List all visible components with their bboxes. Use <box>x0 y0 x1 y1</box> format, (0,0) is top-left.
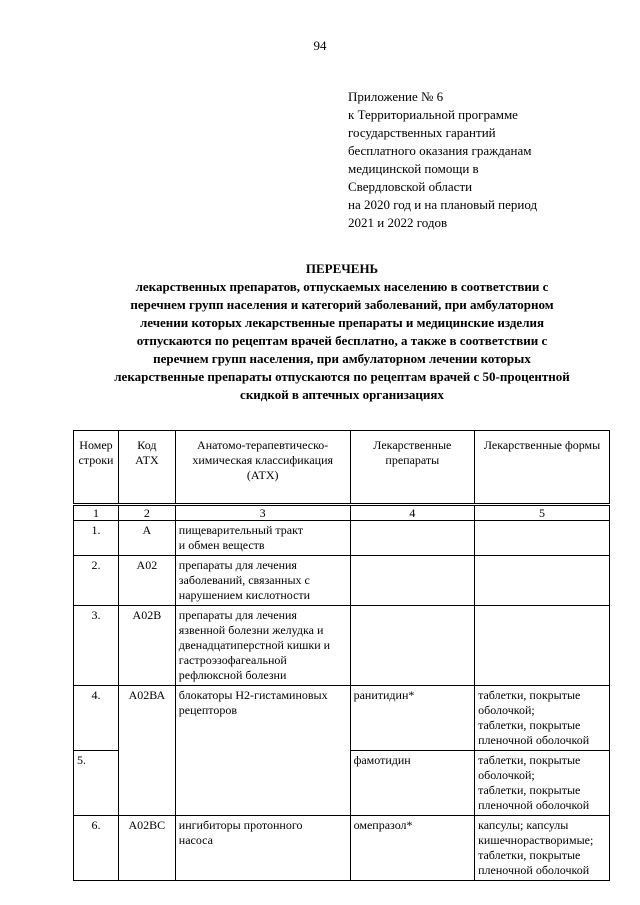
drug-name <box>350 606 475 686</box>
row-number: 2. <box>74 556 119 606</box>
drug-name: ранитидин* <box>350 686 475 751</box>
header-text: Анатомо-терапевтическо- <box>197 438 329 452</box>
appendix-line: 2021 и 2022 годов <box>348 215 448 230</box>
table-row <box>74 686 610 751</box>
header-text: Лекарственные <box>373 438 452 452</box>
page-number: 94 <box>313 38 327 53</box>
cell-line: рефлюксной болезни <box>178 668 287 682</box>
atx-code: А <box>118 521 175 556</box>
column-number: 2 <box>118 505 175 521</box>
cell-line: таблетки, покрытые <box>478 783 581 797</box>
column-number: 3 <box>175 505 350 521</box>
dosage-form <box>475 521 610 556</box>
row-number: 3. <box>74 606 119 686</box>
table-row <box>74 556 610 606</box>
header-text: препараты <box>385 453 440 467</box>
appendix-header <box>348 88 608 232</box>
atx-classification <box>175 606 350 686</box>
header-dosage-forms <box>475 431 610 505</box>
atx-code: А02 <box>118 556 175 606</box>
cell-line: заболеваний, связанных с <box>178 573 310 587</box>
table-row <box>74 816 610 881</box>
title-line: скидкой в аптечных организациях <box>240 387 444 402</box>
cell-line: таблетки, покрытые <box>478 718 581 732</box>
header-text: строки <box>78 453 114 467</box>
cell-line: язвенной болезни желудка и <box>178 623 324 637</box>
title-line: перечнем групп населения и категорий заболеваний, при амбулаторном <box>130 297 554 312</box>
appendix-line: Свердловской области <box>348 179 473 194</box>
table-row <box>74 521 610 556</box>
table-header-row <box>74 431 610 505</box>
cell-line: препараты для лечения <box>178 608 297 622</box>
document-title <box>60 260 624 404</box>
header-atx-code <box>118 431 175 505</box>
column-number: 5 <box>475 505 610 521</box>
appendix-line: к Территориальной программе <box>348 107 518 122</box>
header-text: химическая классификация <box>192 453 334 467</box>
header-text: Номер <box>79 438 113 452</box>
title-line: лекарственных препаратов, отпускаемых населению в соответствии с <box>135 279 549 294</box>
header-drugs <box>350 431 475 505</box>
cell-line: оболочкой; <box>478 768 535 782</box>
column-number-row <box>74 505 610 521</box>
cell-line: двенадцатиперстной кишки и <box>178 638 331 652</box>
header-text: Код <box>137 438 157 452</box>
header-text: Лекарственные формы <box>483 438 601 452</box>
cell-line: кишечнорастворимые; <box>478 833 594 847</box>
title-line: перечнем групп населения, при амбулаторном лечении которых <box>153 351 531 366</box>
row-number: 6. <box>74 816 119 881</box>
atx-classification <box>175 521 350 556</box>
cell-line: таблетки, покрытые <box>478 753 581 767</box>
cell-line: капсулы; капсулы <box>478 818 569 832</box>
column-number: 4 <box>350 505 475 521</box>
appendix-line: на 2020 год и на плановый период <box>348 197 538 212</box>
appendix-line: бесплатного оказания гражданам <box>348 143 532 158</box>
title-heading: ПЕРЕЧЕНЬ <box>305 261 379 276</box>
header-row-number <box>74 431 119 505</box>
column-number: 1 <box>74 505 119 521</box>
cell-line: пленочной оболочкой <box>478 733 590 747</box>
row-number: 1. <box>74 521 119 556</box>
title-line: лечении которых лекарственные препараты и медицинские изделия <box>139 315 545 330</box>
appendix-line: Приложение № 6 <box>348 89 444 104</box>
cell-line: таблетки, покрытые <box>478 848 581 862</box>
cell-line: пленочной оболочкой <box>478 863 590 877</box>
drug-name <box>350 556 475 606</box>
row-number: 4. <box>74 686 119 751</box>
atx-code: А02ВА <box>118 686 175 816</box>
dosage-form <box>475 556 610 606</box>
atx-code: А02ВС <box>118 816 175 881</box>
cell-line: ингибиторы протонного <box>178 818 303 832</box>
dosage-form <box>475 686 610 751</box>
cell-line: рецепторов <box>178 703 238 717</box>
drug-list-table <box>73 430 610 881</box>
drug-name: омепразол* <box>350 816 475 881</box>
drug-name <box>350 521 475 556</box>
cell-line: оболочкой; <box>478 703 535 717</box>
dosage-form <box>475 606 610 686</box>
dosage-form <box>475 751 610 816</box>
cell-line: блокаторы Н2-гистаминовых <box>178 688 328 702</box>
header-text: (АТХ) <box>246 468 279 482</box>
cell-line: таблетки, покрытые <box>478 688 581 702</box>
appendix-line: медицинской помощи в <box>348 161 479 176</box>
row-number: 5. <box>74 751 119 816</box>
cell-line: пленочной оболочкой <box>478 798 590 812</box>
appendix-line: государственных гарантий <box>348 125 496 140</box>
cell-line: нарушением кислотности <box>178 588 311 602</box>
atx-code: А02В <box>118 606 175 686</box>
title-line: лекарственные препараты отпускаются по рецептам врачей с 50-процентной <box>114 369 570 384</box>
cell-line: пищеварительный тракт <box>178 523 304 537</box>
atx-classification <box>175 686 350 816</box>
dosage-form <box>475 816 610 881</box>
atx-classification <box>175 816 350 881</box>
header-atx-classification <box>175 431 350 505</box>
table-row <box>74 606 610 686</box>
cell-line: гастроэзофагеальной <box>178 653 287 667</box>
cell-line: и обмен веществ <box>178 538 265 552</box>
cell-line: препараты для лечения <box>178 558 297 572</box>
header-text: АТХ <box>135 453 159 467</box>
cell-line: насоса <box>178 833 213 847</box>
title-line: отпускаются по рецептам врачей бесплатно, а также в соответствии с <box>136 333 548 348</box>
atx-classification <box>175 556 350 606</box>
drug-name: фамотидин <box>350 751 475 816</box>
